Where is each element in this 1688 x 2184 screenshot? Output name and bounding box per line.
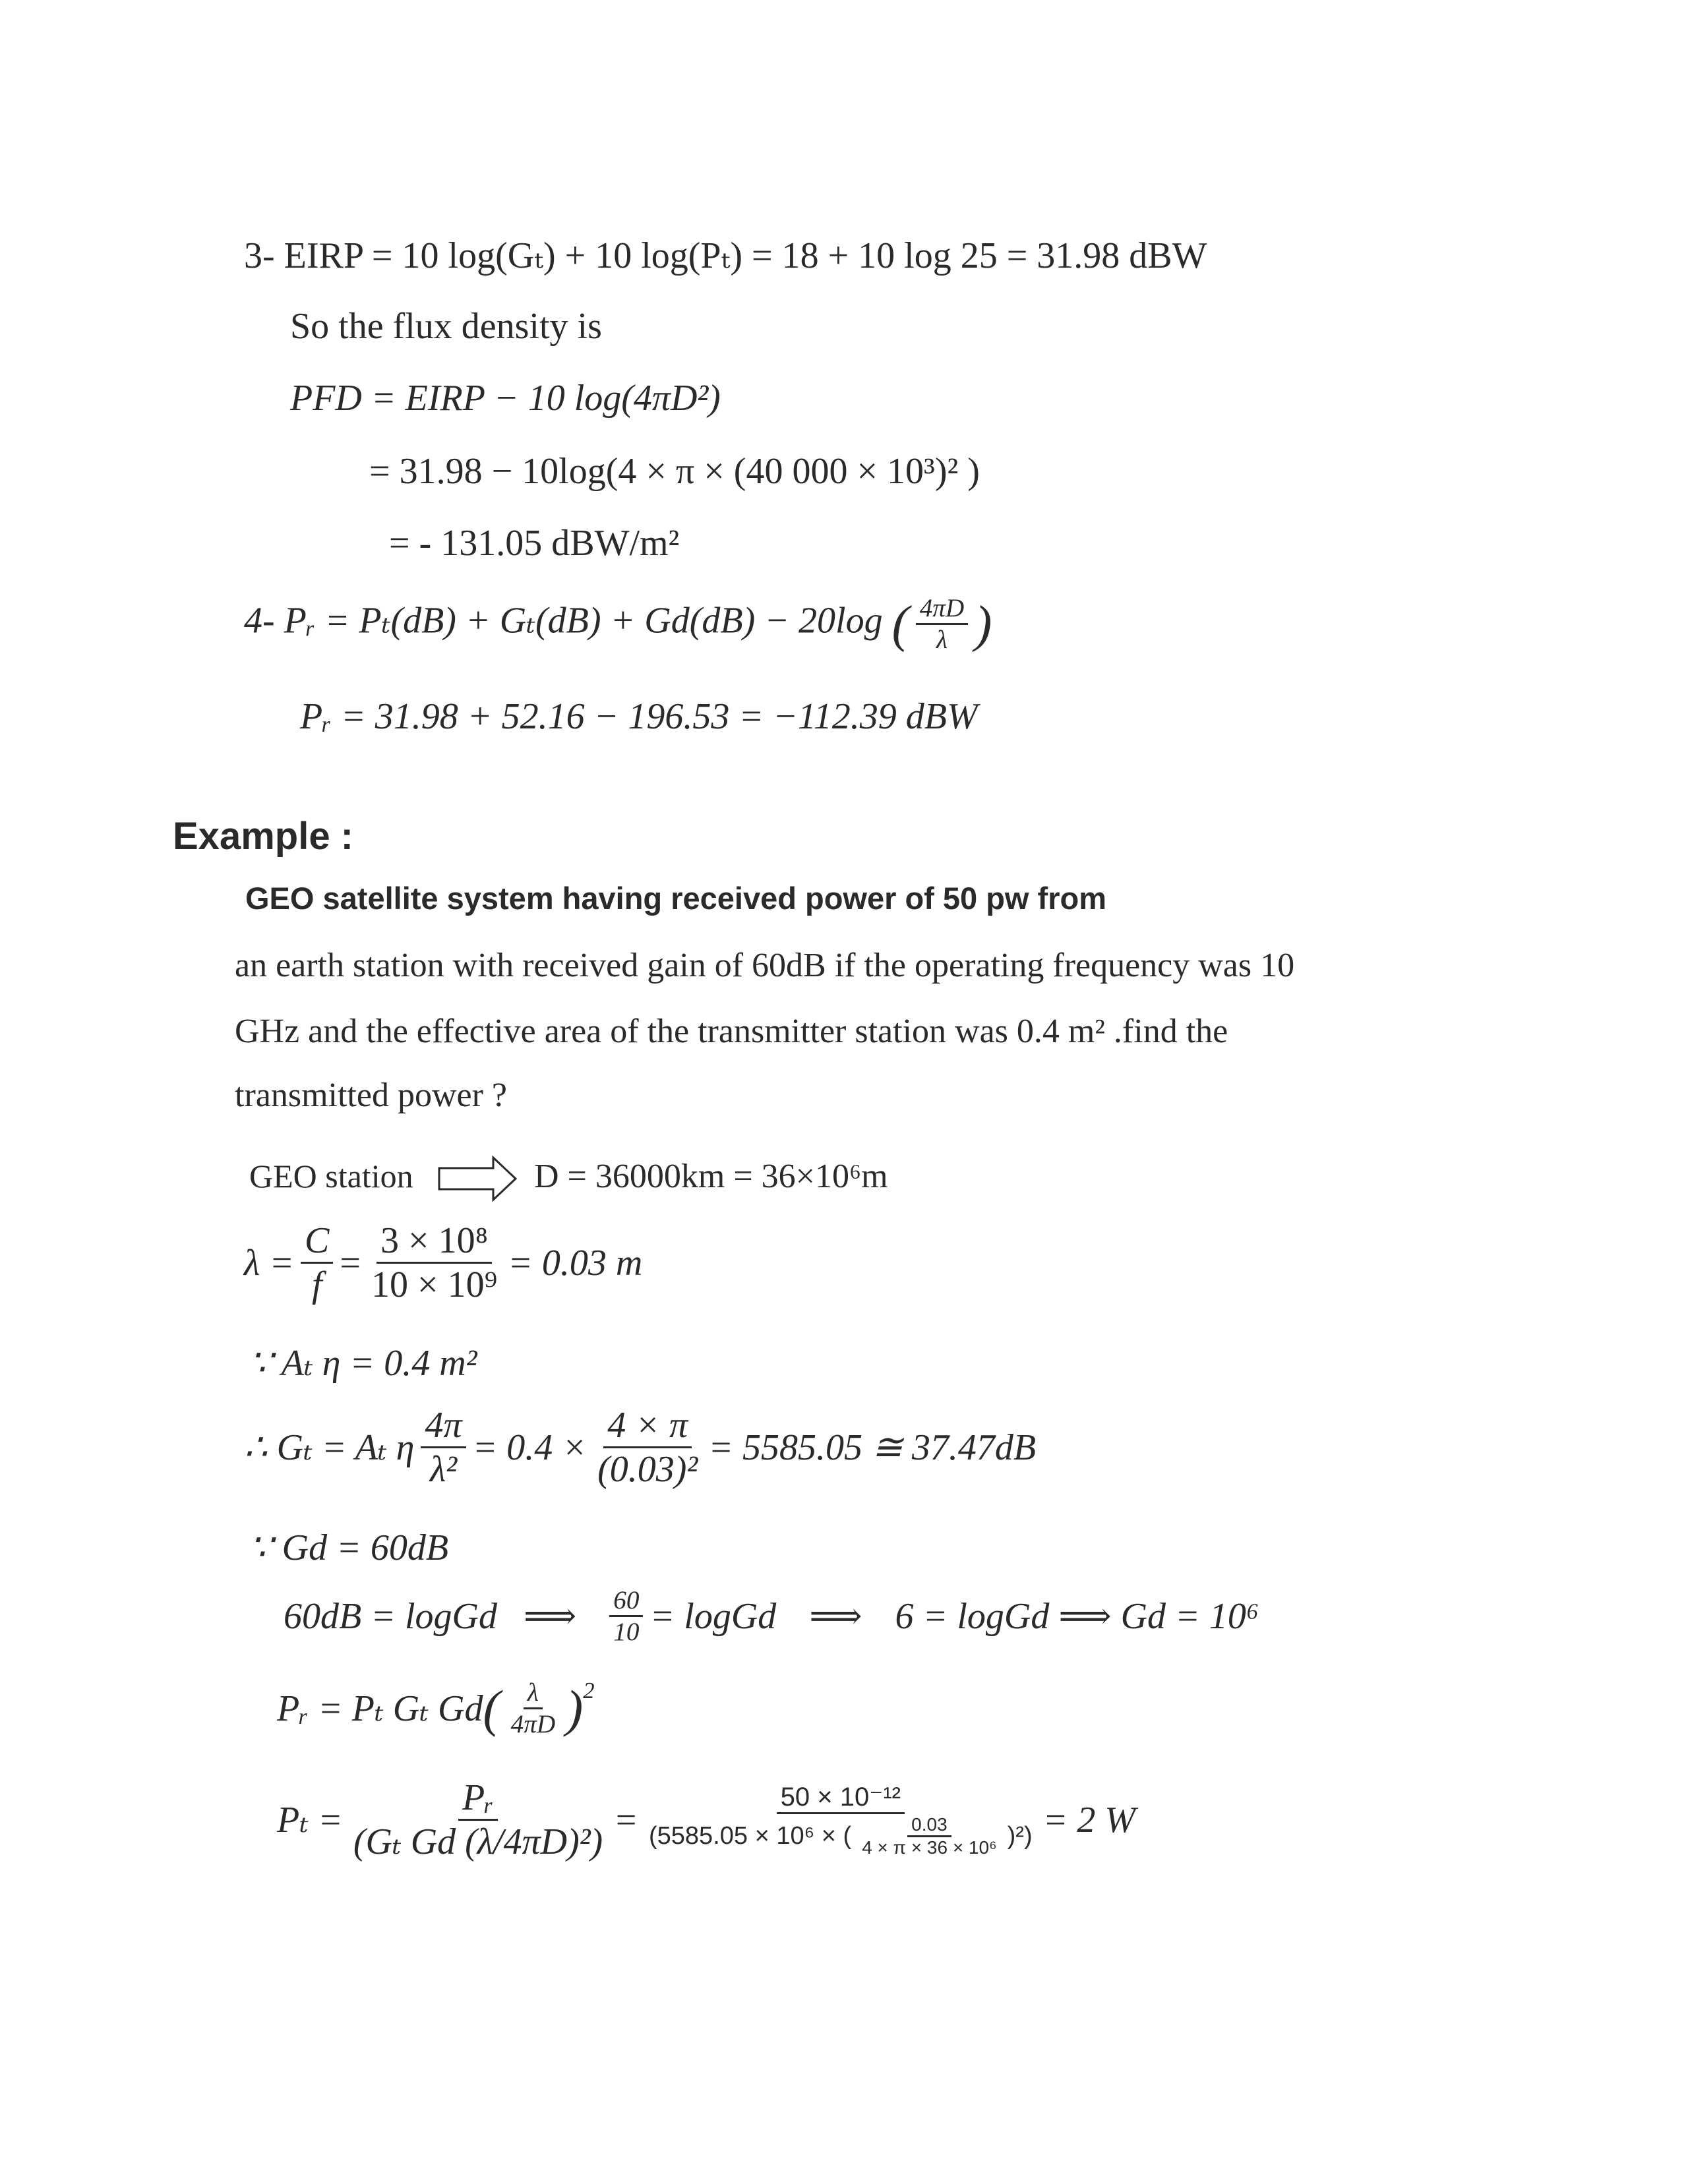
four-pi-over-lambda-squared: $\frac{4\pi}{\text{λ²}}$ — [421, 1404, 466, 1491]
example-statement-line-3: GHz and the effective area of the transmitter station was 0.4 m² .find the — [235, 1013, 1228, 1050]
geo-station-label: GEO station — [249, 1158, 413, 1195]
geo-distance: D = 36000km = 36×10⁶m — [534, 1158, 888, 1195]
lambda-over-four-pi-d: $\frac{\lambda}{4\pi D}$ — [510, 1678, 556, 1739]
c-over-f: $\frac{C}{f}$ — [301, 1220, 333, 1307]
received-power-result: Pᵣ = 31.98 + 52.16 − 196.53 = −112.39 dBW — [300, 696, 978, 737]
wavelength-fraction: $\frac{\text{3 × 10⁸}}{\text{10 × 10⁹}}$ — [371, 1220, 498, 1306]
pfd-substitution: = 31.98 − 10log(4 × π × (40 000 × 10³)² ) — [369, 451, 980, 492]
transmit-power-fraction-symbolic: $\frac{\text{Pᵣ}}{\text{(Gₜ Gd (λ/4πD)²)}}$ — [353, 1777, 603, 1863]
eirp-equation: 3- EIRP = 10 log(Gₜ) + 10 log(Pₜ) = 18 + 10 log 25 = 31.98 dBW — [244, 235, 1207, 276]
transmit-power-equation: Pₜ = $\frac{\text{Pᵣ}}{\text{(Gₜ Gd (λ/4πD)²)}}$ = 50 × 10⁻¹² (5585.05 × 10⁶ × ( $\frac{0.03}{\text{4 × π × 36 × 10⁶}}$ )²) = 2 W — [277, 1777, 1136, 1863]
flux-density-intro: So the flux density is — [290, 306, 602, 347]
wavelength-equation: λ = $\frac{C}{f}$ = $\frac{\text{3 × 10⁸}}{\text{10 × 10⁹}}$ = 0.03 m — [244, 1220, 643, 1306]
transmit-gain-equation: ∴ Gₜ = Aₜ η $\frac{4\pi}{\text{λ²}}$ = 0.4 × $\frac{4 \times \pi}{\text{(0.03)²}}$ = 5585.05 ≅ 37.47dB — [244, 1405, 1037, 1490]
example-statement-line-2: an earth station with received gain of 60dB if the operating frequency was 10 — [235, 947, 1295, 984]
friis-equation: Pᵣ = Pₜ Gₜ Gd ( $\frac{\lambda}{4\pi D}$ ) $^2$ — [277, 1678, 595, 1739]
example-heading: Example : — [173, 815, 353, 858]
transmit-power-fraction-numeric: 50 × 10⁻¹² (5585.05 × 10⁶ × ( $\frac{0.03}{\text{4 × π × 36 × 10⁶}}$ )²) — [649, 1782, 1033, 1858]
receive-gain-line: ∵ Gd = 60dB — [249, 1527, 449, 1568]
gain-fraction: $\frac{4 \times \pi}{\text{(0.03)²}}$ — [597, 1405, 698, 1490]
received-power-formula: 4- Pᵣ = Pₜ(dB) + Gₜ(dB) + Gd(dB) − 20log ( $\frac{4\pi D}{\lambda}$ ) — [244, 594, 992, 655]
sixty-over-ten: $\frac{60}{10}$ — [609, 1585, 643, 1647]
effective-area-line: ∵ Aₜ η = 0.4 m² — [249, 1343, 477, 1384]
pfd-equation: PFD = EIRP − 10 log(4πD²) — [290, 378, 721, 419]
right-arrow-icon — [435, 1152, 521, 1205]
example-statement-bold: GEO satellite system having received power of 50 pw from — [245, 881, 1106, 916]
four-pi-d-over-lambda: $\frac{4\pi D}{\lambda}$ — [916, 593, 969, 655]
example-statement-line-4: transmitted power ? — [235, 1077, 507, 1114]
pfd-result: = - 131.05 dBW/m² — [389, 523, 680, 564]
receive-gain-log-line: 60dB = logGd ⟹ $\frac{60}{10}$ = logGd ⟹ 6 = logGd ⟹ Gd = 10⁶ — [284, 1586, 1259, 1647]
